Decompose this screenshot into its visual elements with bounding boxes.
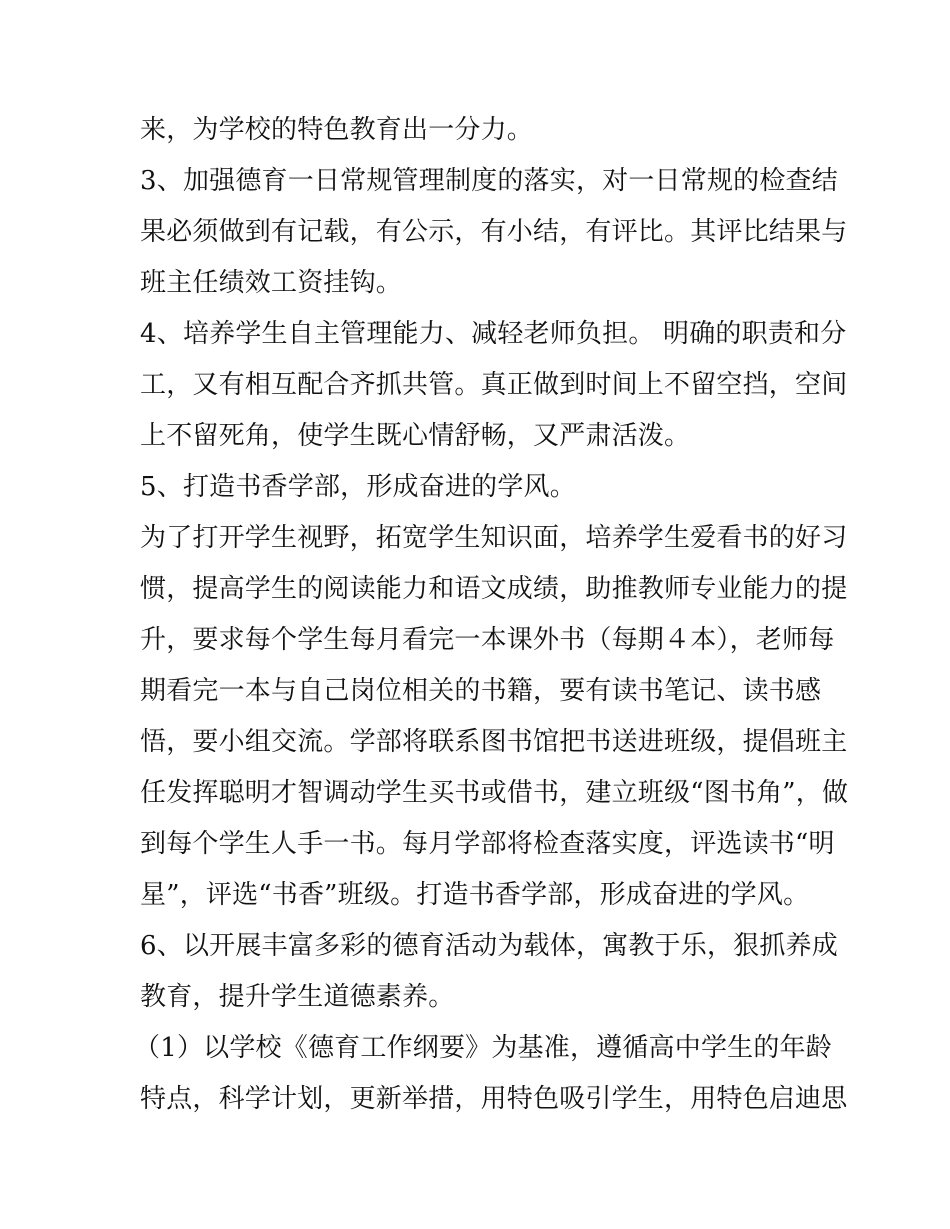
text-line: 任发挥聪明才智调动学生买书或借书，建立班级“图书角”，做 xyxy=(140,778,849,808)
text-line: 3、加强德育一日常规管理制度的落实，对一日常规的检查结 xyxy=(140,166,838,196)
text-line: 到每个学生人手一书。每月学部将检查落实度，评选读书“明 xyxy=(140,829,835,859)
text-line: 果必须做到有记载，有公示，有小结，有评比。其评比结果与 xyxy=(140,217,848,247)
text-line: 6、以开展丰富多彩的德育活动为载体，寓教于乐，狠抓养成 xyxy=(140,931,838,961)
text-line: 5、打造书香学部，形成奋进的学风。 xyxy=(140,472,576,502)
text-line: 4、培养学生自主管理能力、减轻老师负担。 明确的职责和分 xyxy=(140,319,847,349)
document-body xyxy=(134,110,849,1130)
text-line: 升，要求每个学生每月看完一本课外书（每期４本），老师每 xyxy=(140,625,835,655)
text-line: （1）以学校《德育工作纲要》为基准，遵循高中学生的年龄 xyxy=(134,1033,832,1063)
text-line: 悟，要小组交流。学部将联系图书馆把书送进班级，提倡班主 xyxy=(140,727,848,757)
text-line: 班主任绩效工资挂钩。 xyxy=(140,268,403,298)
text-line: 期看完一本与自己岗位相关的书籍，要有读书笔记、读书感 xyxy=(140,676,822,706)
text-line: 惯，提高学生的阅读能力和语文成绩，助推教师专业能力的提 xyxy=(140,574,848,604)
text-line: 来，为学校的特色教育出一分力。 xyxy=(140,115,534,145)
text-line: 特点，科学计划，更新举措，用特色吸引学生，用特色启迪思 xyxy=(140,1084,848,1114)
text-line: 工，又有相互配合齐抓共管。真正做到时间上不留空挡，空间 xyxy=(140,370,848,400)
text-line: 星”，评选“书香”班级。打造书香学部，形成奋进的学风。 xyxy=(140,880,810,910)
text-line: 上不留死角，使学生既心情舒畅，又严肃活泼。 xyxy=(140,421,691,451)
text-line: 为了打开学生视野，拓宽学生知识面，培养学生爱看书的好习 xyxy=(140,523,848,553)
text-line: 教育，提升学生道德素养。 xyxy=(140,982,455,1012)
